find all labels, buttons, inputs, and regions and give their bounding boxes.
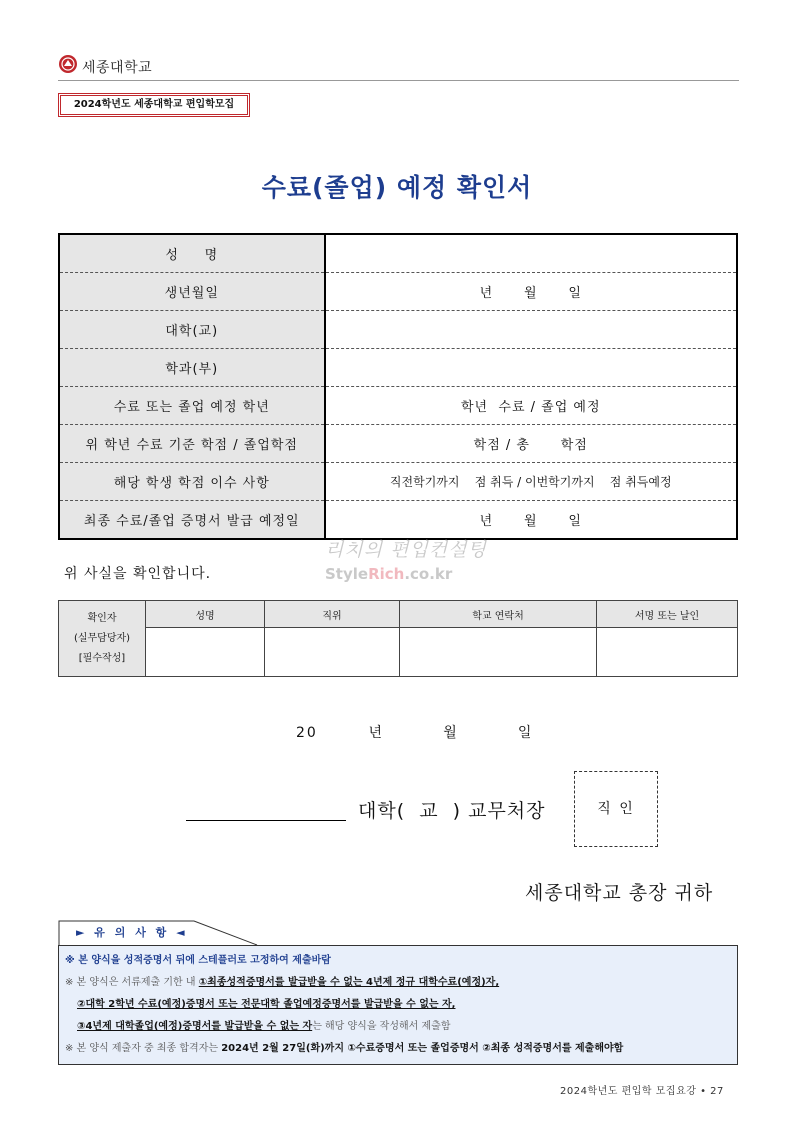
confirmer-label-line: 확인자: [87, 612, 117, 624]
form-row: [59, 234, 737, 273]
column-header-name: 성명: [146, 601, 265, 628]
note-emphasis: ③4년제 대학졸업(예정)증명서를 발급받을 수 없는 자: [77, 1021, 313, 1032]
form-value[interactable]: [325, 234, 737, 273]
note-emphasis: 2024년 2월 27일(화)까지 ①수료증명서 또는 졸업증명서 ②최종 성적증명서를 제출해야함: [221, 1043, 624, 1054]
note-line: [65, 972, 731, 994]
form-row: [59, 311, 737, 349]
notes-tab-label: ► 유 의 사 항 ◄: [76, 926, 188, 939]
header-divider: [58, 80, 739, 81]
form-label: 위 학년 수료 기준 학점 / 졸업학점: [59, 425, 325, 463]
form-label: 수료 또는 졸업 예정 학년: [59, 387, 325, 425]
note-text: ※ 본 양식은 서류제출 기한 내: [65, 977, 199, 988]
watermark-url-part: Style: [325, 565, 369, 583]
university-seal-icon: [58, 54, 78, 74]
watermark-url: [325, 565, 452, 583]
page-footer: 2024학년도 편입학 모집요강 • 27: [560, 1086, 724, 1097]
note-line: ※ 본 양식을 성적증명서 뒤에 스테플러로 고정하여 제출바람: [65, 955, 331, 966]
note-text: 는 해당 양식을 작성해서 제출함: [312, 1021, 451, 1032]
form-label: 해당 학생 학점 이수 사항: [59, 463, 325, 501]
form-value[interactable]: [325, 349, 737, 387]
form-label: 최종 수료/졸업 증명서 발급 예정일: [59, 501, 325, 540]
addressee: 세종대학교 총장 귀하: [525, 882, 714, 904]
confirmer-label-line: (실무담당자): [73, 632, 131, 644]
confirmer-entry-row: [59, 628, 738, 677]
column-header-contact: 학교 연락처: [400, 601, 597, 628]
certificate-form-table: [58, 233, 738, 540]
notes-box: [58, 945, 738, 1065]
form-label: 대학(교): [59, 311, 325, 349]
form-row: [59, 425, 737, 463]
issue-date: 20 년 월 일: [296, 725, 534, 741]
note-emphasis: ①최종성적증명서를 발급받을 수 없는 4년제 정규 대학수료(예정)자,: [198, 977, 500, 988]
form-value[interactable]: 년 월 일: [479, 514, 582, 529]
form-value[interactable]: 년 월 일: [325, 273, 737, 311]
watermark-url-part: .co.kr: [404, 565, 453, 583]
official-seal-box[interactable]: 직 인: [574, 771, 658, 847]
position-field[interactable]: [265, 628, 400, 677]
column-header-position: 직위: [265, 601, 400, 628]
confirmation-statement: 위 사실을 확인합니다.: [64, 566, 212, 582]
form-row: [59, 387, 737, 425]
form-row: [59, 349, 737, 387]
university-name: 세종대학교: [82, 60, 153, 76]
note-line: [65, 1038, 731, 1060]
confirmer-header-row: [59, 601, 738, 628]
form-row: [59, 463, 737, 501]
name-field[interactable]: [146, 628, 265, 677]
university-name-line[interactable]: [186, 820, 346, 821]
form-value[interactable]: 학년 수료 / 졸업 예정: [325, 387, 737, 425]
confirmer-label: [59, 601, 146, 677]
watermark-url-part: Rich: [368, 565, 405, 583]
column-header-signature: 서명 또는 날인: [597, 601, 738, 628]
recruitment-badge: 2024학년도 세종대학교 편입학모집: [60, 95, 248, 115]
signature-field[interactable]: [597, 628, 738, 677]
note-emphasis: ②대학 2학년 수료(예정)증명서 또는 전문대학 졸업예정증명서를 발급받을 수 없는 자,: [77, 999, 456, 1010]
note-text: ※ 본 양식 제출자 중 최종 합격자는: [65, 1043, 222, 1054]
form-row: [59, 501, 737, 540]
form-value[interactable]: [325, 311, 737, 349]
form-value[interactable]: 학점 / 총 학점: [325, 425, 737, 463]
form-value[interactable]: 직전학기까지 점 취득 / 이번학기까지 점 취득예정: [325, 463, 737, 501]
form-label: 성 명: [59, 234, 325, 273]
academic-affairs-dean: 대학( 교 ) 교무처장: [358, 800, 546, 822]
watermark-text: 리치의 편입컨설팅: [325, 539, 487, 561]
note-line: [65, 1016, 731, 1038]
form-label: 생년월일: [59, 273, 325, 311]
form-label: 학과(부): [59, 349, 325, 387]
confirmer-label-line: [필수작성]: [78, 652, 126, 664]
page-title: 수료(졸업) 예정 확인서: [261, 173, 533, 202]
contact-field[interactable]: [400, 628, 597, 677]
confirmer-table: [58, 600, 738, 677]
form-row: [59, 273, 737, 311]
note-line: [65, 994, 731, 1016]
